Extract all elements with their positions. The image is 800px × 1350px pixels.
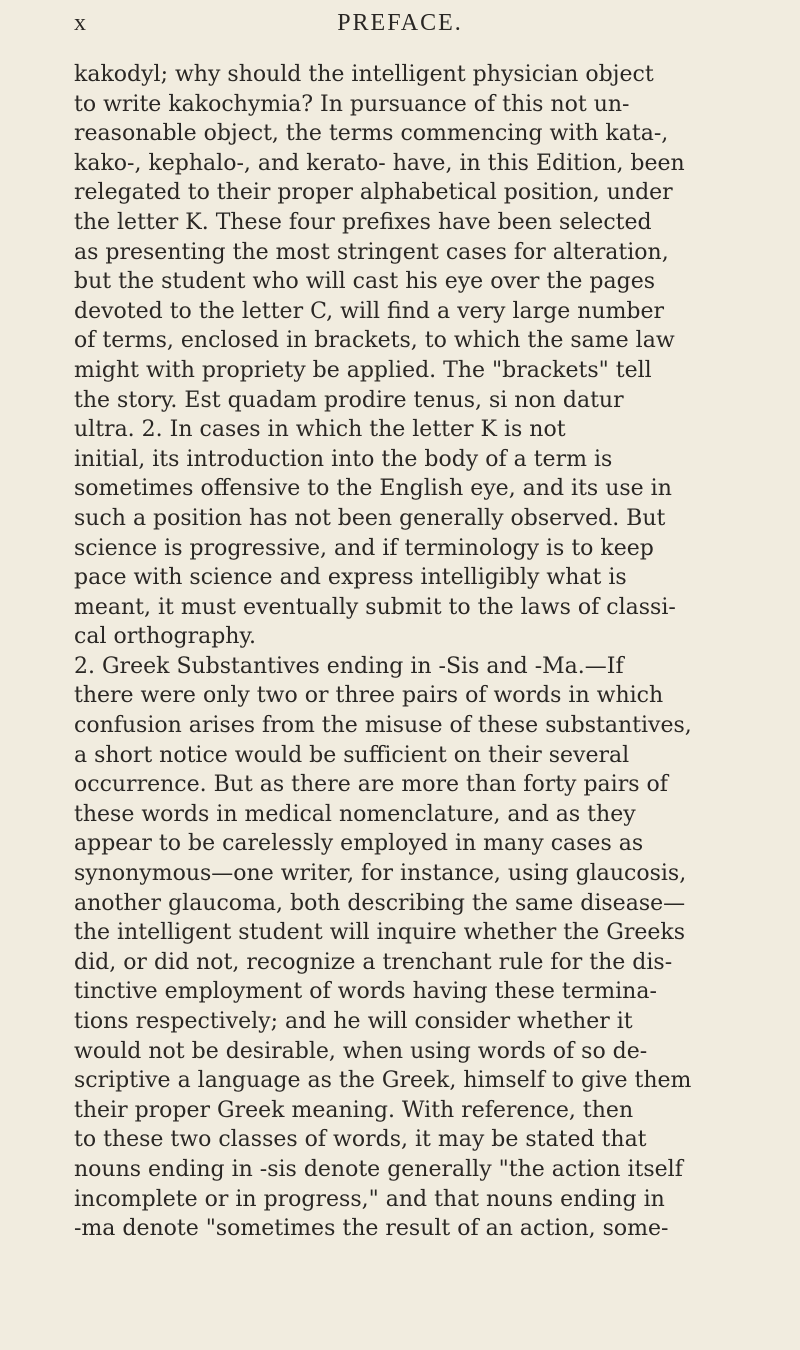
body-text <box>74 60 774 1244</box>
text-line: the intelligent student will inquire whether the Greeks <box>74 920 685 946</box>
page-number: x <box>74 10 87 36</box>
text-line: science is progressive, and if terminology is to keep <box>74 535 654 561</box>
text-line: another glaucoma, both describing the same disease— <box>74 890 686 916</box>
text-line: appear to be carelessly employed in many cases as <box>74 831 644 857</box>
text-line: reasonable object, the terms commencing with kata-, <box>74 121 669 147</box>
text-line: devoted to the letter C, will find a very large number <box>74 298 665 324</box>
text-line: meant, it must eventually submit to the laws of classi- <box>74 594 676 620</box>
text-line: there were only two or three pairs of words in which <box>74 683 664 709</box>
text-line: nouns ending in -sis denote generally "the action itself <box>74 1156 683 1182</box>
text-line: incomplete or in progress," and that nouns ending in <box>74 1186 665 1212</box>
text-line: tions respectively; and he will consider whether it <box>74 1009 633 1034</box>
text-line: synonymous—one writer, for instance, using glaucosis, <box>74 861 687 887</box>
text-line: to write kakochymia? In pursuance of this not un- <box>74 91 630 117</box>
text-line: but the student who will cast his eye over the pages <box>74 269 656 295</box>
text-line: the letter K. These four prefixes have been selected <box>74 209 652 235</box>
header-title: PREFACE. <box>337 10 463 36</box>
text-line: a short notice would be sufficient on their several <box>74 742 630 768</box>
text-line: kakodyl; why should the intelligent physician object <box>74 62 654 87</box>
text-line: might with propriety be applied. The "brackets" tell <box>74 357 652 383</box>
text-line: would not be desirable, when using words of so de- <box>74 1038 648 1064</box>
text-line: such a position has not been generally observed. But <box>74 505 666 531</box>
text-line: did, or did not, recognize a trenchant rule for the dis- <box>74 949 673 975</box>
text-line: cal orthography. <box>74 624 256 650</box>
running-head <box>0 10 800 46</box>
text-line: occurrence. But as there are more than forty pairs of <box>74 772 668 798</box>
text-line: ultra. 2. In cases in which the letter K is not <box>74 417 566 443</box>
text-line: the story. Est quadam prodire tenus, si non datur <box>74 387 624 413</box>
text-line: initial, its introduction into the body of a term is <box>74 446 613 472</box>
text-line: kako-, kephalo-, and kerato- have, in this Edition, been <box>74 150 685 176</box>
text-line: to these two classes of words, it may be stated that <box>74 1127 647 1153</box>
text-line: 2. Greek Substantives ending in -Sis and -Ma.—If <box>74 653 624 679</box>
text-line: as presenting the most stringent cases for alteration, <box>74 239 669 265</box>
text-line: these words in medical nomenclature, and as they <box>74 801 636 827</box>
text-line: relegated to their proper alphabetical position, under <box>74 180 673 206</box>
text-line: pace with science and express intelligibly what is <box>74 565 627 591</box>
text-line: -ma denote "sometimes the result of an action, some- <box>74 1216 669 1242</box>
text-line: their proper Greek meaning. With reference, then <box>74 1097 634 1123</box>
text-line: sometimes offensive to the English eye, and its use in <box>74 476 672 502</box>
text-line: scriptive a language as the Greek, himself to give them <box>74 1068 692 1094</box>
text-line: of terms, enclosed in brackets, to which the same law <box>74 328 675 354</box>
text-line: tinctive employment of words having these termina- <box>74 979 657 1005</box>
text-line: confusion arises from the misuse of these substantives, <box>74 713 692 739</box>
